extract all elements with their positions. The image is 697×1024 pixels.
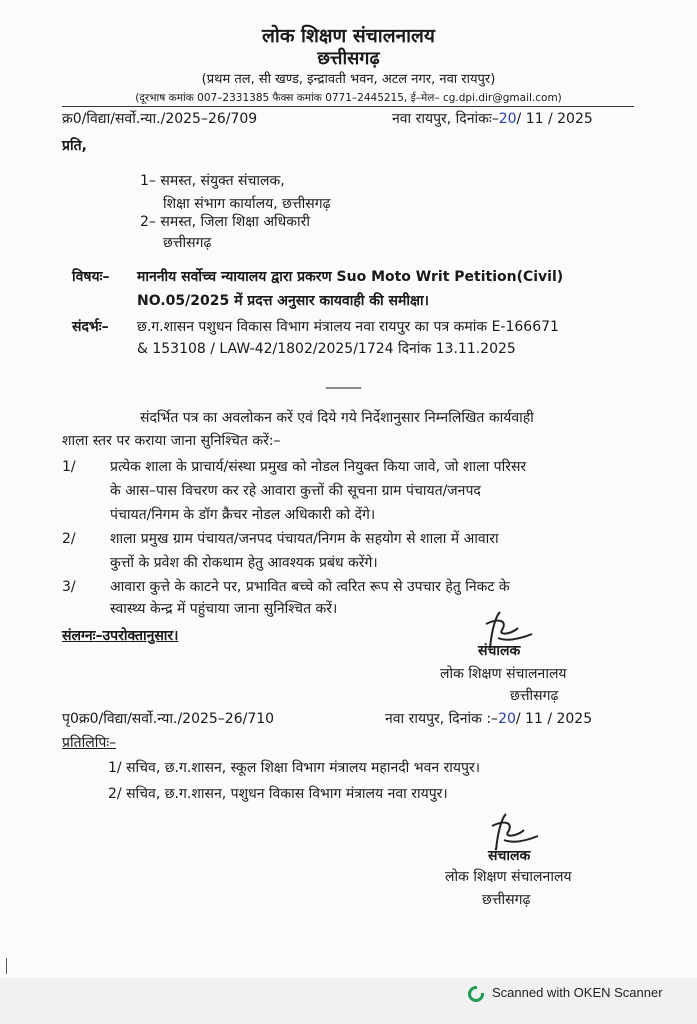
point-2-number: 2/ xyxy=(62,531,76,547)
date-label: नवा रायपुर, दिनांकः– xyxy=(392,111,499,127)
signatory-title: संचालक xyxy=(488,848,531,864)
date-label: नवा रायपुर, दिनांक :– xyxy=(385,711,499,727)
page-edge-mark xyxy=(6,958,7,974)
point-2-line: शाला प्रमुख ग्राम पंचायत/जनपद पंचायत/निगम के सहयोग से शाला में आवारा xyxy=(110,531,499,547)
reference-label: संदर्भः– xyxy=(72,319,109,335)
recipient-1-line2: शिक्षा संभाग कार्यालय, छत्तीसगढ़ xyxy=(163,196,331,212)
subject-line-1: माननीय सर्वोच्च न्यायालय द्वारा प्रकरण Suo Moto Writ Petition(Civil) xyxy=(137,269,564,285)
handwritten-day: 20 xyxy=(498,711,516,727)
copy-recipient-1: 1/ सचिव, छ.ग.शासन, स्कूल शिक्षा विभाग मंत्रालय महानदी भवन रायपुर। xyxy=(108,760,481,776)
recipient-1: 1– समस्त, संयुक्त संचालक, xyxy=(140,173,285,189)
recipient-2: 2– समस्त, जिला शिक्षा अधिकारी xyxy=(140,214,311,230)
signatory-office: लोक शिक्षण संचालनालय xyxy=(440,666,567,682)
letter-date xyxy=(392,110,593,128)
point-1-line: के आस–पास विचरण कर रहे आवारा कुत्तों की सूचना ग्राम पंचायत/जनपद xyxy=(110,483,481,499)
signatory-office: लोक शिक्षण संचालनालय xyxy=(445,869,572,885)
point-1-line: प्रत्येक शाला के प्राचार्य/संस्था प्रमुख को नोडल नियुक्त किया जावे, जो शाला परिसर xyxy=(110,459,527,475)
org-name: लोक शिक्षण संचालनालय xyxy=(262,25,435,47)
contact-info: (दूरभाष कमांक 007–2331385 फैक्स कमांक 0771–2445215, ई–मेल– cg.dpi.dir@gmail.com) xyxy=(135,92,562,104)
reference-line-1: छ.ग.शासन पशुधन विकास विभाग मंत्रालय नवा रायपुर का पत्र कमांक E-166671 xyxy=(137,319,559,335)
scanner-logo-icon xyxy=(468,986,484,1002)
address: (प्रथम तल, सी खण्ड, इन्द्रावती भवन, अटल नगर, नवा रायपुर) xyxy=(201,72,496,87)
reference-number: क्र0/विद्या/सर्वो.न्या./2025–26/709 xyxy=(62,111,258,127)
subject-label: विषयः– xyxy=(72,269,110,285)
point-2-line: कुत्तों के प्रवेश की रोकथाम हेतु आवश्यक प्रबंध करेंगे। xyxy=(110,555,378,571)
signatory-title: संचालक xyxy=(478,643,521,659)
signatory-state: छत्तीसगढ़ xyxy=(482,892,531,908)
intro-line-1: संदर्भित पत्र का अवलोकन करें एवं दिये गये निर्देशानुसार निम्नलिखित कार्यवाही xyxy=(140,410,534,426)
scanner-watermark: Scanned with OKEN Scanner xyxy=(492,985,663,1000)
handwritten-day: 20 xyxy=(498,111,517,127)
point-3-line: आवारा कुत्ते के काटने पर, प्रभावित बच्चे को त्वरित रूप से उपचार हेतु निकट के xyxy=(110,579,510,595)
date-month-year: / 11 / 2025 xyxy=(516,111,593,127)
separator: _____ xyxy=(326,373,361,389)
recipient-2-line2: छत्तीसगढ़ xyxy=(163,235,212,251)
endorsement-reference: पृ0क्र0/विद्या/सर्वो.न्या./2025–26/710 xyxy=(62,711,275,727)
copy-to-label: प्रतिलिपिः– xyxy=(62,735,117,751)
copy-recipient-2: 2/ सचिव, छ.ग.शासन, पशुधन विकास विभाग मंत्रालय नवा रायपुर। xyxy=(108,786,448,802)
signatory-state: छत्तीसगढ़ xyxy=(510,688,559,704)
intro-line-2: शाला स्तर पर कराया जाना सुनिश्चित करें:– xyxy=(62,433,281,449)
header-divider xyxy=(62,106,634,107)
point-1-number: 1/ xyxy=(62,459,76,475)
enclosure: संलग्नः–उपरोक्तानुसार। xyxy=(62,628,179,644)
reference-line-2: & 153108 / LAW-42/1802/2025/1724 दिनांक 13.11.2025 xyxy=(137,341,516,357)
date-month-year: / 11 / 2025 xyxy=(515,711,593,727)
point-1-line: पंचायत/निगम के डॉग क्रैचर नोडल अधिकारी को देंगे। xyxy=(110,507,376,523)
endorsement-date xyxy=(385,710,592,728)
point-3-line: स्वास्थ्य केन्द्र में पहुंचाया जाना सुनिश्चित करें। xyxy=(110,601,338,617)
state-name: छत्तीसगढ़ xyxy=(317,48,380,69)
to-label: प्रति, xyxy=(62,138,87,154)
point-3-number: 3/ xyxy=(62,579,76,595)
subject-line-2: NO.05/2025 में प्रदत्त अनुसार कायवाही की समीक्षा। xyxy=(137,293,429,309)
